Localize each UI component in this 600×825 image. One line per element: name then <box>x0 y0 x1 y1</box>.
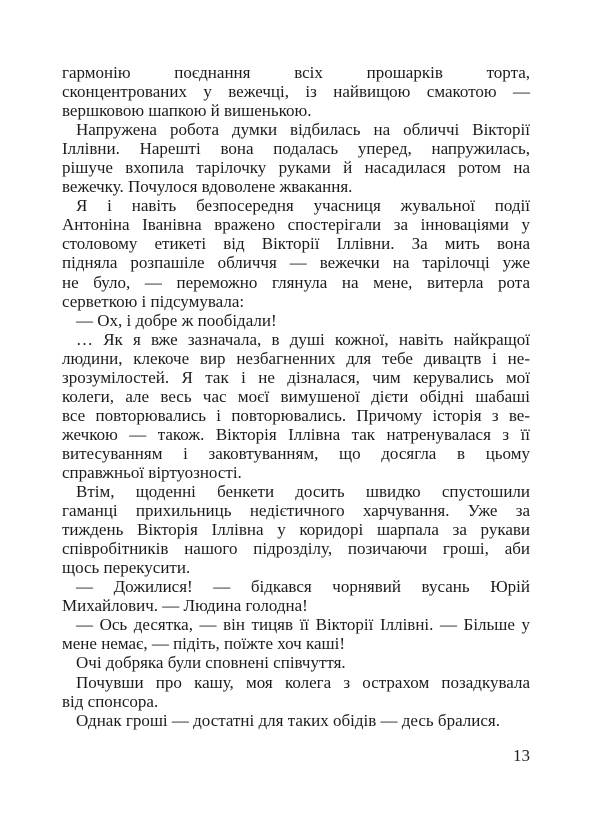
text-line: підняла розпашіле обличчя — вежечки на тарілочці уже <box>62 253 530 273</box>
text-line: гаманці прихильниць недієтичного харчування. Уже за <box>62 501 530 521</box>
text-line: не було, — переможно глянула на мене, витерла рота <box>62 272 530 292</box>
text-line: людини, клекоче вир незбагненних для тебе дивацтв і не- <box>62 348 530 368</box>
paragraph <box>62 673 530 711</box>
text-line: рішуче вхопила тарілочку руками й насадилася ротом на <box>62 158 530 178</box>
text-line: Напружена робота думки відбилась на обличчі Вікторії <box>76 120 530 140</box>
text-line: жечкою — також. Вікторія Іллівна так натренувалася з її <box>62 424 530 444</box>
text-line: Антоніна Іванівна вражено спостерігали за інноваціями у <box>62 215 530 235</box>
text-line: співробітників нашого підрозділу, позичаючи гроші, аби <box>62 539 530 559</box>
text-line: … Як я вже зазначала, в душі кожної, навіть найкращої <box>76 329 530 349</box>
text-line: — Дожилися! — бідкався чорнявий вусань Юрій <box>76 577 530 597</box>
text-line: витесуванням і заковтуванням, що досягла в цьому <box>62 443 530 463</box>
text-line: столовому етикеті від Вікторії Іллівни. За мить вона <box>62 234 530 254</box>
text-line: серветкою і підсумувала: <box>62 291 245 311</box>
paragraph <box>62 120 530 196</box>
paragraph <box>62 311 530 330</box>
text-line: справжньої віртуозності. <box>62 462 242 482</box>
text-line: тиждень Вікторія Іллівна у коридорі шарпала за рукави <box>62 520 530 540</box>
text-line: вершковою шапкою й вишенькою. <box>62 101 312 121</box>
text-line: зрозумілостей. Я так і не дізналася, чим керувались мої <box>62 367 530 387</box>
text-line: щось перекусити. <box>62 558 191 578</box>
text-line: Я і навіть безпосередня учасниця жувальної події <box>76 196 530 216</box>
page-body-text <box>62 63 530 730</box>
text-line: — Ох, і добре ж пообідали! <box>76 310 277 330</box>
text-line: колеги, але весь час моєї вимушеної дієти обідні шабаші <box>62 386 530 406</box>
text-line: Втім, щоденні бенкети досить швидко спустошили <box>76 482 530 502</box>
paragraph <box>62 330 530 482</box>
text-line: сконцентрованих у вежечці, із найвищою смакотою — <box>62 82 530 102</box>
paragraph <box>62 482 530 577</box>
text-line: Почувши про кашу, моя колега з острахом позадкувала <box>76 672 530 692</box>
text-line: вежечку. Почулося вдоволене жвакання. <box>62 177 353 197</box>
paragraph <box>62 653 530 672</box>
text-line: Очі добряка були сповнені співчуття. <box>76 653 346 673</box>
paragraph <box>62 196 530 310</box>
page-number: 13 <box>513 746 530 765</box>
paragraph <box>62 577 530 615</box>
text-line: гармонію поєднання всіх прошарків торта, <box>62 63 530 82</box>
text-line: від спонсора. <box>62 691 159 711</box>
paragraph <box>62 711 530 730</box>
text-line: мене немає, — підіть, поїжте хоч каші! <box>62 634 345 654</box>
text-line: Михайлович. — Людина голодна! <box>62 596 308 616</box>
text-line: Іллівни. Нарешті вона подалась уперед, напружилась, <box>62 139 530 159</box>
text-line: Однак гроші — достатні для таких обідів — десь бралися. <box>76 710 500 730</box>
text-line: — Ось десятка, — він тицяв її Вікторії Іллівні. — Більше у <box>76 615 530 635</box>
text-line: все повторювались і повторювались. Причому історія з ве- <box>62 405 530 425</box>
paragraph <box>62 615 530 653</box>
paragraph <box>62 63 530 120</box>
